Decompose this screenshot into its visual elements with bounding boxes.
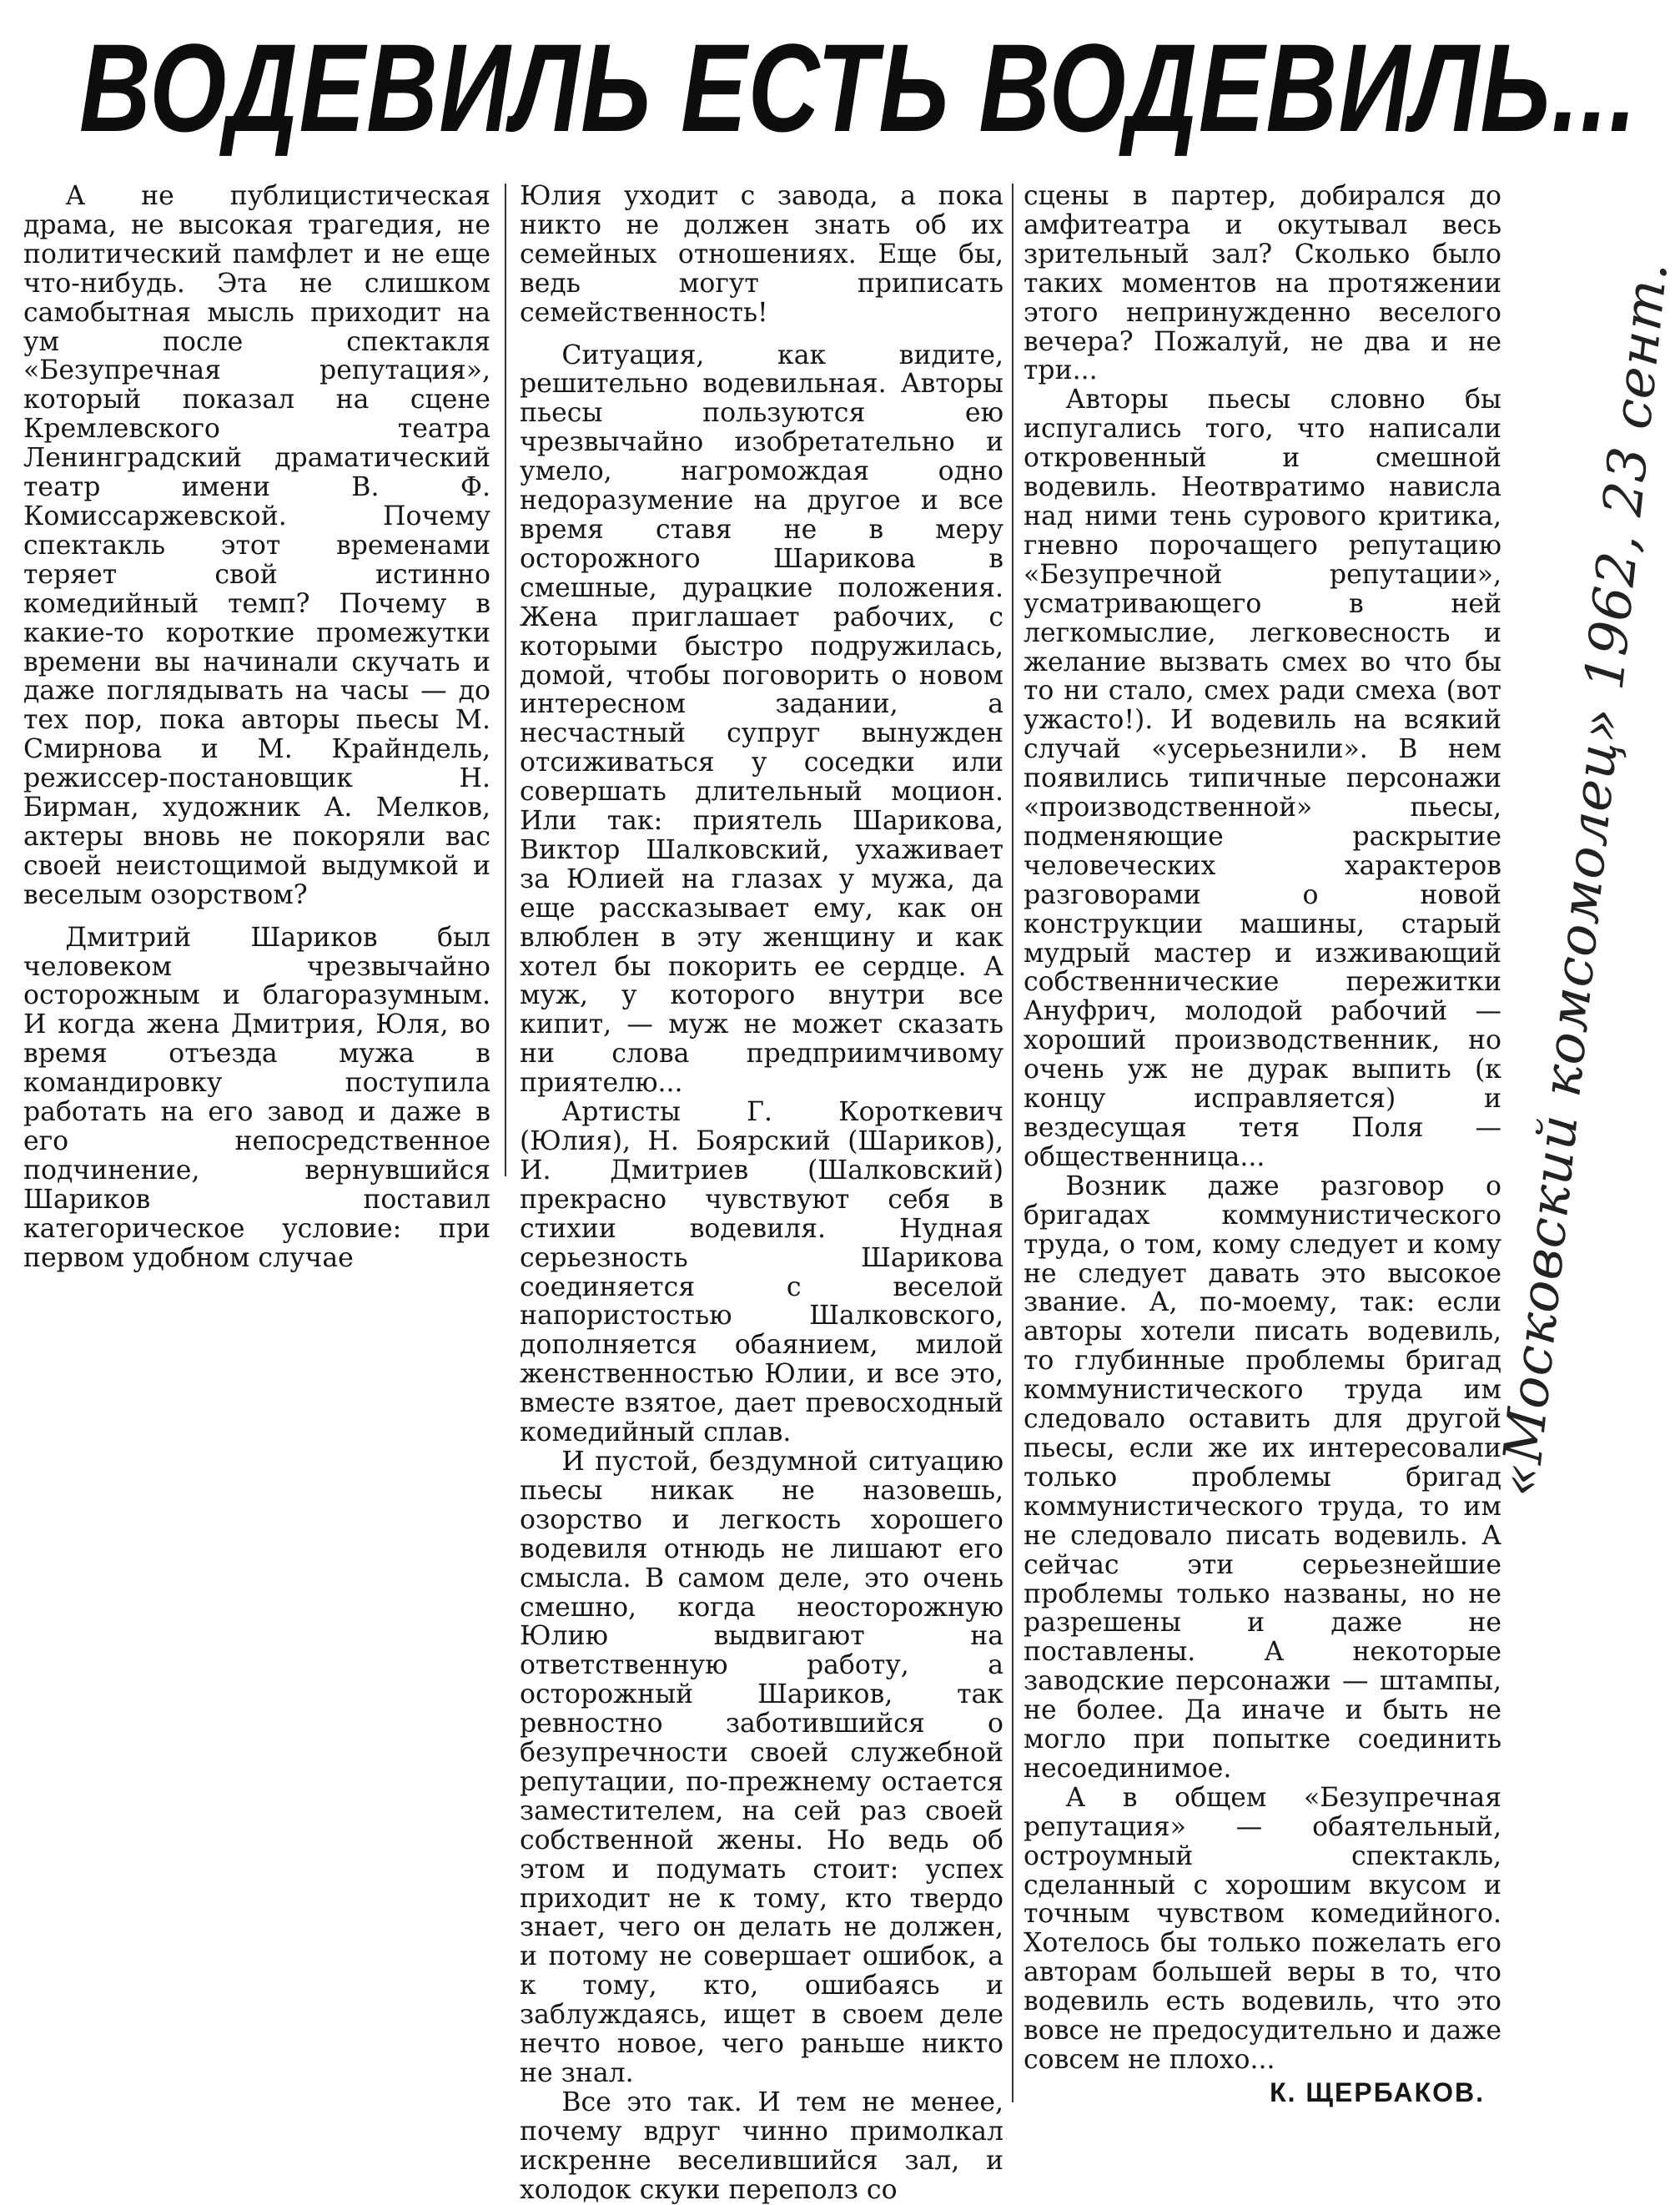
handwritten-source-note: «Московский комсомолец» 1962, 23 сент. <box>1489 258 1680 1500</box>
author-signature: К. ЩЕРБАКОВ. <box>1270 2077 1485 2107</box>
paragraph: А в общем «Безупречная репутация» — обаятельный, остроумный спектакль, сделанный с хорошим вкусом и точным чувством комедийного. Хотелось бы только пожелать его авторам большей веры в то, что водевиль есть водевиль, что это вовсе не предосудительно и даже совсем не плохо... <box>1024 1782 1501 2075</box>
text-column-2 <box>520 182 1003 2205</box>
paragraph: А не публицистическая драма, не высокая трагедия, не политический памфлет и не еще что-нибудь. Эта не слишком самобытная мысль приходит на ум после спектакля «Безупречная репутация», который показал на сцене Кремлевского театра Ленинградский драматический театр имени В. Ф. Комиссаржевской. Почему спектакль этот временами теряет свой истинно комедийный темп? Почему в какие-то короткие промежутки времени вы начинали скучать и даже поглядывать на часы — до тех пор, пока авторы пьесы М. Смирнова и М. Крайндель, режиссер-постановщик Н. Бирман, художник А. Мелков, актеры вновь не покоряли вас своей неистощимой выдумкой и веселым озорством? <box>23 181 490 910</box>
article-headline: ВОДЕВИЛЬ ЕСТЬ ВОДЕВИЛЬ... <box>79 18 1638 158</box>
paragraph: Дмитрий Шариков был человеком чрезвычайно осторожным и благоразумным. И когда жена Дмитрия, Юля, во время отъезда мужа в командировку поступила работать на его завод и даже в его непосредственное подчинение, вернувшийся Шариков поставил категорическое условие: при первом удобном случае <box>23 922 490 1273</box>
column-divider <box>505 184 506 1176</box>
paragraph: Все это так. И тем не менее, почему вдруг чинно примолкал искренне веселившийся зал, и холодок скуки переполз со <box>520 2087 1003 2205</box>
paragraph: Авторы пьесы словно бы испугались того, что написали откровенный и смешной водевиль. Неотвратимо нависла над ними тень сурового критика, гневно порочащего репутацию «Безупречной репутации», усматривающего в ней легкомыслие, легковесность и желание вызвать смех во что бы то ни стало, смех ради смеха (вот ужасто!). И водевиль на всякий случай «усерьезнили». В нем появились типичные персонажи «производственной» пьесы, подменяющие раскрытие человеческих характеров разговорами о новой конструкции машины, старый мудрый мастер и изживающий собственнические пережитки Ануфрич, молодой рабочий — хороший производственник, но очень уж не дурак выпить (к концу исправляется) и вездесущая тетя Поля — общественница... <box>1024 385 1501 1172</box>
paragraph: Артисты Г. Короткевич (Юлия), Н. Боярский (Шариков), И. Дмитриев (Шалковский) прекрасно чувствуют себя в стихии водевиля. Нудная серьезность Шарикова соединяется с веселой напористостью Шалковского, дополняется обаянием, милой женственностью Юлии, и все это, вместе взятое, дает превосходный комедийный сплав. <box>520 1097 1003 1448</box>
text-column-3 <box>1024 182 1501 2107</box>
paragraph: Ситуация, как видите, решительно водевильная. Авторы пьесы пользуются ею чрезвычайно изобретательно и умело, нагромождая одно недоразумение на другое и все время ставя не в меру осторожного Шарикова в смешные, дурацкие положения. Жена приглашает рабочих, с которыми быстро подружилась, домой, чтобы поговорить о новом интересном задании, а несчастный супруг вынужден отсиживаться у соседки или совершать длительный моцион. Или так: приятель Шарикова, Виктор Шалковский, ухаживает за Юлией на глазах у мужа, да еще рассказывает ему, как он влюблен в эту женщину и как хотел бы покорить ее сердце. А муж, у которого внутри все кипит, — муж не может сказать ни слова предприимчивому приятелю... <box>520 340 1003 1099</box>
paragraph: Юлия уходит с завода, а пока никто не должен знать об их семейных отношениях. Еще бы, ведь могут приписать семейственность! <box>520 181 1003 328</box>
paragraph: Возник даже разговор о бригадах коммунистического труда, о том, кому следует и кому не следует давать это высокое звание. А, по-моему, так: если авторы хотели писать водевиль, то глубинные проблемы бригад коммунистического труда им следовало оставить для другой пьесы, если же их интересовали только проблемы бригад коммунистического труда, то им не следовало писать водевиль. А сейчас эти серьезнейшие проблемы только названы, но не разрешены и даже не поставлены. А некоторые заводские персонажи — штампы, не более. Да иначе и быть не могло при попытке соединить несоединимое. <box>1024 1170 1501 1784</box>
column-divider <box>1012 184 1014 2102</box>
text-column-1 <box>23 182 490 1273</box>
paragraph: И пустой, бездумной ситуацию пьесы никак не назовешь, озорство и легкость хорошего водевиля отнюдь не лишают его смысла. В самом деле, это очень смешно, когда неосторожную Юлию выдвигают на ответственную работу, а осторожный Шариков, так ревностно заботившийся о безупречности своей служебной репутации, по-прежнему остается заместителем, на сей раз своей собственной жены. Но ведь об этом и подумать стоит: успех приходит не к тому, кто твердо знает, чего он делать не должен, и потому не совершает ошибок, а к тому, кто, ошибаясь и заблуждаясь, ищет в своем деле нечто новое, чего раньше никто не знал. <box>520 1446 1003 2088</box>
paragraph: сцены в партер, добирался до амфитеатра и окутывал весь зрительный зал? Сколько было таких моментов на протяжении этого непринужденно веселого вечера? Пожалуй, не два и не три... <box>1024 181 1501 386</box>
